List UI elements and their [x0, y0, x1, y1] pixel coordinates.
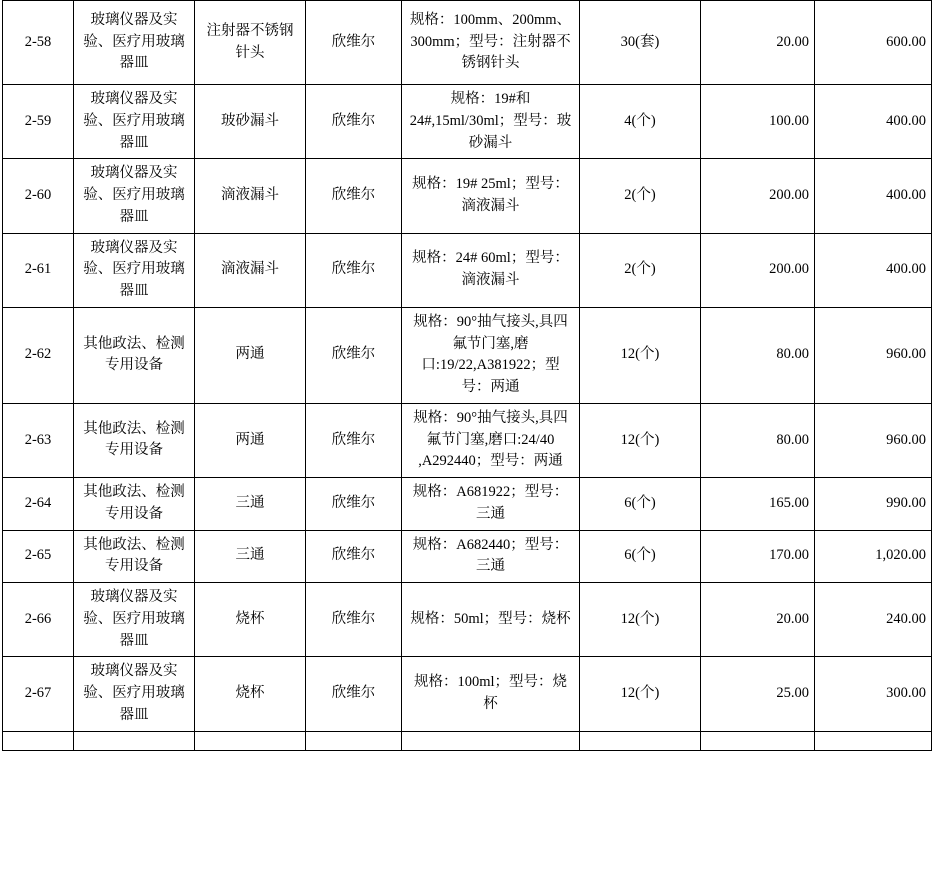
- cell-category: 其他政法、检测专用设备: [74, 530, 195, 583]
- cell-unit-price: 170.00: [701, 530, 815, 583]
- cell-unit-price: 20.00: [701, 583, 815, 657]
- cell-spec: 规格：19#和24#,15ml/30ml；型号：玻砂漏斗: [402, 85, 580, 159]
- cell-index: 2-67: [3, 657, 74, 731]
- cell-spec: 规格：24# 60ml；型号：滴液漏斗: [402, 233, 580, 307]
- table-row: [3, 583, 932, 657]
- cell-quantity: [580, 731, 701, 750]
- cell-quantity: 12(个): [580, 403, 701, 477]
- cell-unit-price: 25.00: [701, 657, 815, 731]
- cell-quantity: 12(个): [580, 657, 701, 731]
- cell-spec: 规格：A681922；型号：三通: [402, 478, 580, 531]
- cell-brand: 欣维尔: [306, 233, 402, 307]
- cell-category: 玻璃仪器及实验、医疗用玻璃器皿: [74, 159, 195, 233]
- cell-product-name: 三通: [195, 530, 306, 583]
- cell-quantity: 4(个): [580, 85, 701, 159]
- cell-product-name: 玻砂漏斗: [195, 85, 306, 159]
- table-row: [3, 403, 932, 477]
- cell-total-price: 240.00: [815, 583, 932, 657]
- cell-product-name: 两通: [195, 307, 306, 403]
- cell-total-price: 600.00: [815, 1, 932, 85]
- cell-spec: 规格：50ml；型号：烧杯: [402, 583, 580, 657]
- table-row: [3, 233, 932, 307]
- cell-total-price: 960.00: [815, 403, 932, 477]
- cell-category: 其他政法、检测专用设备: [74, 478, 195, 531]
- cell-spec: [402, 731, 580, 750]
- cell-total-price: 400.00: [815, 233, 932, 307]
- cell-unit-price: 20.00: [701, 1, 815, 85]
- cell-product-name: 烧杯: [195, 657, 306, 731]
- cell-quantity: 12(个): [580, 583, 701, 657]
- cell-product-name: 注射器不锈钢针头: [195, 1, 306, 85]
- cell-unit-price: 100.00: [701, 85, 815, 159]
- cell-quantity: 6(个): [580, 530, 701, 583]
- cell-quantity: 2(个): [580, 159, 701, 233]
- cell-category: 其他政法、检测专用设备: [74, 307, 195, 403]
- cell-quantity: 2(个): [580, 233, 701, 307]
- cell-unit-price: 165.00: [701, 478, 815, 531]
- cell-category: 玻璃仪器及实验、医疗用玻璃器皿: [74, 85, 195, 159]
- cell-total-price: 960.00: [815, 307, 932, 403]
- table-row: [3, 478, 932, 531]
- cell-unit-price: 200.00: [701, 159, 815, 233]
- cell-category: [74, 731, 195, 750]
- cell-spec: 规格：100mm、200mm、300mm；型号：注射器不锈钢针头: [402, 1, 580, 85]
- cell-brand: 欣维尔: [306, 530, 402, 583]
- cell-index: 2-59: [3, 85, 74, 159]
- table-row-clipped: [3, 731, 932, 750]
- table-body: [3, 1, 932, 751]
- cell-product-name: 烧杯: [195, 583, 306, 657]
- cell-product-name: [195, 731, 306, 750]
- cell-quantity: 6(个): [580, 478, 701, 531]
- cell-index: 2-62: [3, 307, 74, 403]
- table-row: [3, 1, 932, 85]
- cell-category: 其他政法、检测专用设备: [74, 403, 195, 477]
- cell-total-price: 400.00: [815, 85, 932, 159]
- cell-index: 2-64: [3, 478, 74, 531]
- cell-brand: 欣维尔: [306, 657, 402, 731]
- cell-index: [3, 731, 74, 750]
- cell-spec: 规格：A682440；型号：三通: [402, 530, 580, 583]
- cell-category: 玻璃仪器及实验、医疗用玻璃器皿: [74, 233, 195, 307]
- cell-category: 玻璃仪器及实验、医疗用玻璃器皿: [74, 583, 195, 657]
- cell-quantity: 30(套): [580, 1, 701, 85]
- table-row: [3, 307, 932, 403]
- cell-total-price: [815, 731, 932, 750]
- cell-index: 2-63: [3, 403, 74, 477]
- cell-unit-price: 200.00: [701, 233, 815, 307]
- cell-brand: 欣维尔: [306, 583, 402, 657]
- procurement-table: [2, 0, 932, 751]
- cell-brand: 欣维尔: [306, 307, 402, 403]
- cell-index: 2-60: [3, 159, 74, 233]
- cell-unit-price: 80.00: [701, 403, 815, 477]
- cell-index: 2-65: [3, 530, 74, 583]
- cell-spec: 规格：90°抽气接头,具四氟节门塞,磨口:24/40 ,A292440；型号：两通: [402, 403, 580, 477]
- cell-unit-price: [701, 731, 815, 750]
- table-row: [3, 85, 932, 159]
- cell-total-price: 400.00: [815, 159, 932, 233]
- cell-brand: 欣维尔: [306, 478, 402, 531]
- cell-unit-price: 80.00: [701, 307, 815, 403]
- cell-product-name: 滴液漏斗: [195, 159, 306, 233]
- cell-category: 玻璃仪器及实验、医疗用玻璃器皿: [74, 657, 195, 731]
- table-row: [3, 530, 932, 583]
- cell-product-name: 滴液漏斗: [195, 233, 306, 307]
- cell-spec: 规格：100ml；型号：烧杯: [402, 657, 580, 731]
- table-row: [3, 657, 932, 731]
- table-row: [3, 159, 932, 233]
- cell-brand: 欣维尔: [306, 85, 402, 159]
- cell-index: 2-58: [3, 1, 74, 85]
- cell-brand: [306, 731, 402, 750]
- cell-total-price: 300.00: [815, 657, 932, 731]
- cell-total-price: 990.00: [815, 478, 932, 531]
- cell-category: 玻璃仪器及实验、医疗用玻璃器皿: [74, 1, 195, 85]
- cell-product-name: 两通: [195, 403, 306, 477]
- cell-brand: 欣维尔: [306, 403, 402, 477]
- cell-product-name: 三通: [195, 478, 306, 531]
- cell-spec: 规格：19# 25ml；型号：滴液漏斗: [402, 159, 580, 233]
- cell-quantity: 12(个): [580, 307, 701, 403]
- cell-total-price: 1,020.00: [815, 530, 932, 583]
- cell-index: 2-66: [3, 583, 74, 657]
- cell-spec: 规格：90°抽气接头,具四氟节门塞,磨口:19/22,A381922；型号：两通: [402, 307, 580, 403]
- cell-index: 2-61: [3, 233, 74, 307]
- cell-brand: 欣维尔: [306, 159, 402, 233]
- cell-brand: 欣维尔: [306, 1, 402, 85]
